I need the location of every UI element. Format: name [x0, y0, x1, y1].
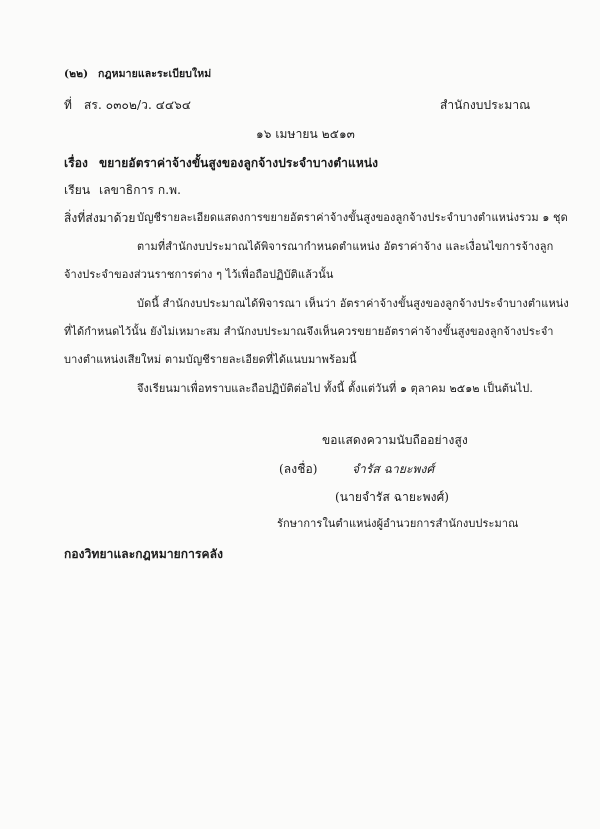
- paragraph-2-line-2: ที่ได้กำหนดไว้นั้น ยังไม่เหมาะสม สำนักงบประมาณจึงเห็นควรขยายอัตราค่าจ้างขั้นสูงของลูกจ้างประจำ: [64, 325, 554, 338]
- subject-label: เรื่อง: [64, 156, 89, 170]
- responsible-division: กองวิทยาและกฎหมายการคลัง: [64, 547, 224, 561]
- closing-salutation: ขอแสดงความนับถืออย่างสูง: [322, 433, 468, 447]
- recipient-label: เรียน: [64, 183, 91, 197]
- paragraph-2-line-1: บัดนี้ สำนักงบประมาณได้พิจารณา เห็นว่า อัตราค่าจ้างขั้นสูงของลูกจ้างประจำบางตำแหน่ง: [137, 297, 569, 310]
- paragraph-1-line-2: จ้างประจำของส่วนราชการต่าง ๆ ไว้เพื่อถือปฏิบัติแล้วนั้น: [64, 268, 334, 281]
- recipient-text: เลขาธิการ ก.พ.: [99, 183, 182, 197]
- signed-label: (ลงชื่อ): [279, 462, 318, 476]
- reference-prefix: ที่: [64, 98, 73, 112]
- subject-text: ขยายอัตราค่าจ้างขั้นสูงของลูกจ้างประจำบางตำแหน่ง: [99, 156, 379, 170]
- reference-number: สร. ๐๓๐๒/ว. ๔๔๖๔: [84, 98, 192, 112]
- enclosure-text: บัญชีรายละเอียดแสดงการขยายอัตราค่าจ้างขั้นสูงของลูกจ้างประจำบางตำแหน่งรวม ๑ ชุด: [137, 211, 568, 224]
- paragraph-2-line-3: บางตำแหน่งเสียใหม่ ตามบัญชีรายละเอียดที่ได้แนบมาพร้อมนี้: [64, 353, 357, 366]
- page-marker: (๒๒): [64, 68, 89, 80]
- printed-name: (นายจำรัส ฉายะพงศ์): [335, 490, 450, 504]
- paragraph-3-line-1: จึงเรียนมาเพื่อทราบและถือปฏิบัติต่อไป ทั้งนี้ ตั้งแต่วันที่ ๑ ตุลาคม ๒๕๑๒ เป็นต้นไป.: [137, 382, 533, 395]
- signature: จำรัส ฉายะพงศ์: [352, 462, 435, 476]
- series-title: กฎหมายและระเบียบใหม่: [98, 68, 212, 80]
- paragraph-1-line-1: ตามที่สำนักงบประมาณได้พิจารณากำหนดตำแหน่ง อัตราค่าจ้าง และเงื่อนไขการจ้างลูก: [137, 240, 554, 253]
- letter-date: ๑๖ เมษายน ๒๕๑๓: [256, 127, 355, 141]
- issuing-office: สำนักงบประมาณ: [440, 98, 531, 112]
- enclosure-label: สิ่งที่ส่งมาด้วย: [64, 211, 136, 225]
- signatory-position: รักษาการในตำแหน่งผู้อำนวยการสำนักงบประมาณ: [277, 517, 519, 530]
